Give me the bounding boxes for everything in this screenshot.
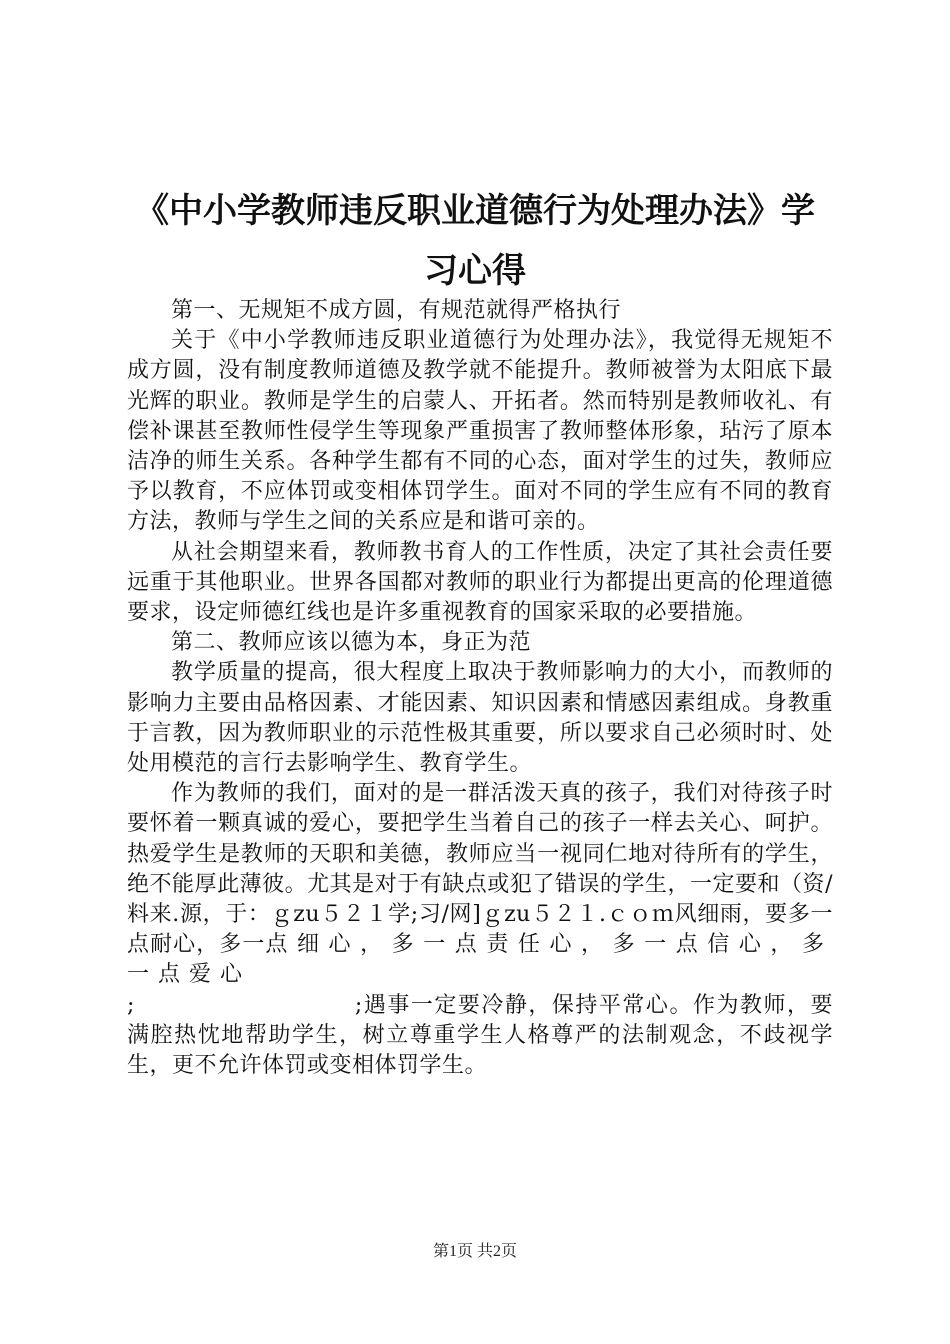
document-title-line1: 《中小学教师违反职业道德行为处理办法》学 (135, 191, 815, 231)
document-body (127, 296, 833, 1081)
paragraph-4-text-a: 作为教师的我们，面对的是一群活泼天真的孩子，我们对待孩子时要怀着一颗真诚的爱心，要把学生当着自己的孩子一样去关心、呵护。热爱学生是教师的天职和美德，教师应当一视同仁地对待所有的学生，绝不能厚此薄彼。尤其是对于有缺点或犯了错误的学生，一定要和（资/料来.源，于：ｇzu５２１学;习/网]ｇzu５２１.ｃｏｍ风细雨，要多一点耐心，多一 (127, 781, 833, 958)
section-heading-1: 第一、无规矩不成方圆，有规范就得严格执行 (171, 298, 622, 323)
paragraph-4-text-c: ; (127, 992, 135, 1018)
paragraph-1: 关于《中小学教师违反职业道德行为处理办法》，我觉得无规矩不成方圆，没有制度教师道德及教学就不能提升。教师被誉为太阳底下最光辉的职业。教师是学生的启蒙人、开拓者。然而特别是教师收礼、有偿补课甚至教师性侵学生等现象严重损害了教师整体形象，玷污了原本洁净的师生关系。各种学生都有不同的心态，面对学生的过失，教师应予以教育，不应体罚或变相体罚学生。面对不同的学生应有不同的教育方法，教师与学生之间的关系应是和谐可亲的。 (127, 328, 833, 535)
paragraph-4 (127, 779, 833, 1081)
document-title-line2: 习心得 (424, 251, 526, 291)
paragraph-4-text-d: ;遇事一定要冷静，保持平常心。作为教师，要满腔热忱地帮助学生，树立尊重学生人格尊严的法制观念，不歧视学生，更不允许体罚或变相体罚学生。 (127, 992, 833, 1079)
paragraph-3: 教学质量的提高，很大程度上取决于教师影响力的大小，而教师的影响力主要由品格因素、才能因素、知识因素和情感因素组成。身教重于言教，因为教师职业的示范性极其重要，所以要求自己必须时时、处处用模范的言行去影响学生、教育学生。 (127, 660, 833, 777)
page-footer: 第1页 共2页 (432, 1243, 517, 1260)
paragraph-4-text-b: 点细心，多一点责任心，多一点信心，多一点爱心 (127, 932, 833, 988)
paragraph-2: 从社会期望来看，教师教书育人的工作性质，决定了其社会责任要远重于其他职业。世界各国都对教师的职业行为都提出更高的伦理道德要求，设定师德红线也是许多重视教育的国家采取的必要措施。 (127, 539, 833, 626)
section-heading-2: 第二、教师应该以德为本，身正为范 (171, 630, 532, 656)
